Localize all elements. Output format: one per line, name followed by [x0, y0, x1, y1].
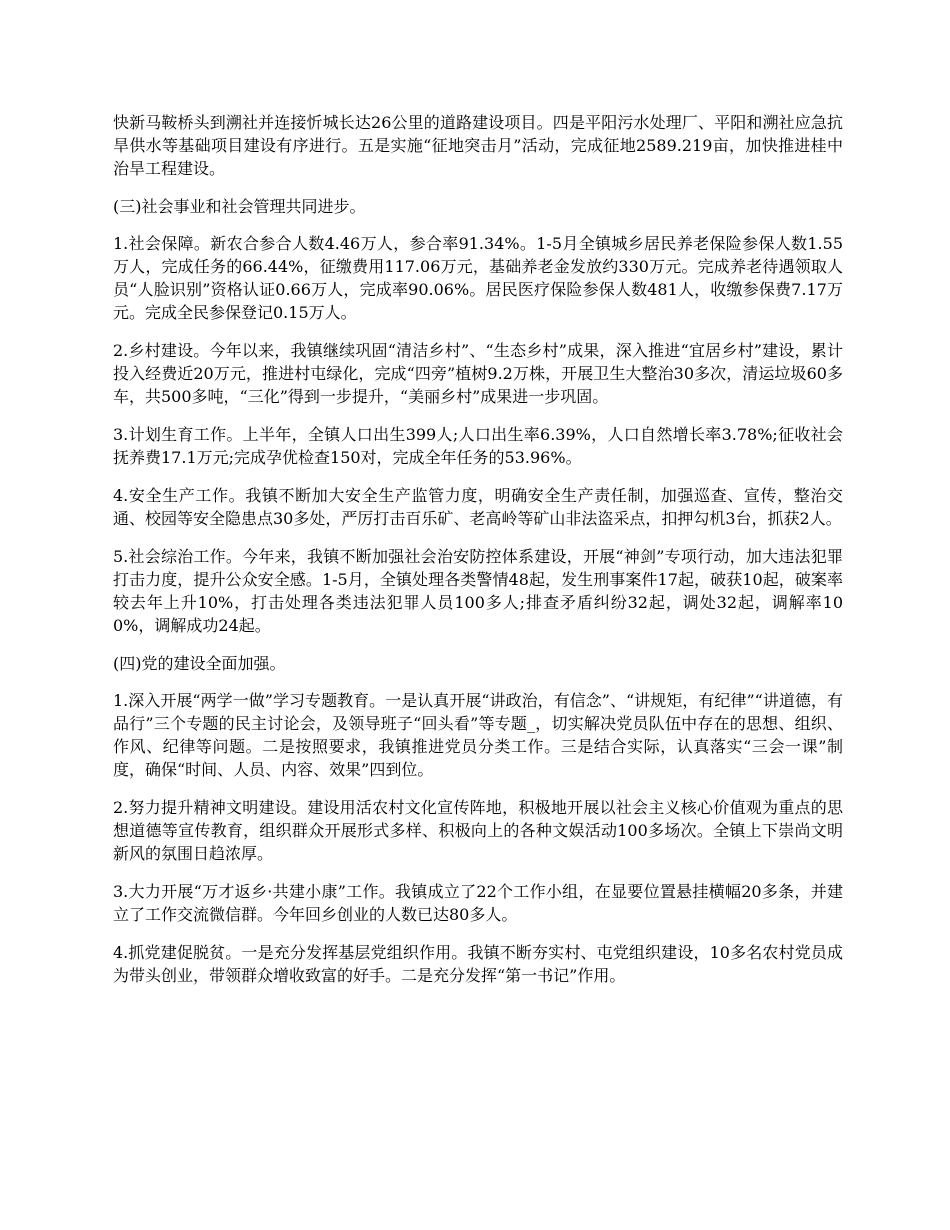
paragraph-family-planning: 3.计划生育工作。上半年，全镇人口出生399人;人口出生率6.39%，人口自然增长率3.78%;征收社会抚养费17.1万元;完成孕优检查150对，完成全年任务的53.96%。: [113, 425, 843, 467]
paragraph-poverty-alleviation: 4.抓党建促脱贫。一是充分发挥基层党组织作用。我镇不断夯实村、屯党组织建设，10多名农村党员成为带头创业，带领群众增收致富的好手。二是充分发挥“第一书记”作用。: [113, 943, 843, 985]
paragraph-social-security: 1.社会保障。新农合参合人数4.46万人，参合率91.34%。1-5月全镇城乡居民养老保险参保人数1.55万人，完成任务的66.44%，征缴费用117.06万元，基础养老金发放约330万元。完成养老待遇领取人员“人脸识别”资格认证0.66万人，完成率90.06%。居民医疗保险参保人数481人，收缴参保费7.17万元。完成全民参保登记0.15万人。: [113, 234, 843, 322]
section-heading-party-building: (四)党的建设全面加强。: [113, 654, 286, 673]
section-heading-social-progress: (三)社会事业和社会管理共同进步。: [113, 197, 366, 216]
paragraph-public-security: 5.社会综治工作。今年来，我镇不断加强社会治安防控体系建设，开展“神剑”专项行动，加大违法犯罪打击力度，提升公众安全感。1-5月，全镇处理各类警情48起，发生刑事案件17起，破获10起，破案率较去年上升10%，打击处理各类违法犯罪人员100多人;排查矛盾纠纷32起，调处32起，调解率100%，调解成功24起。: [113, 547, 843, 635]
paragraph-project-construction: 快新马鞍桥头到溯社并连接忻城长达26公里的道路建设项目。四是平阳污水处理厂、平阳和溯社应急抗旱供水等基础项目建设有序进行。五是实施“征地突击月”活动，完成征地2589.219亩，加快推进桂中治旱工程建设。: [113, 113, 843, 178]
paragraph-study-education: 1.深入开展“两学一做”学习专题教育。一是认真开展“讲政治，有信念”、“讲规矩，有纪律”“讲道德，有品行”三个专题的民主讨论会，及领导班子“回头看”等专题_，切实解决党员队伍中存在的思想、组织、作风、纪律等问题。二是按照要求，我镇推进党员分类工作。三是结合实际，认真落实“三会一课”制度，确保“时间、人员、内容、效果”四到位。: [113, 691, 843, 779]
document-page: [113, 111, 843, 1002]
paragraph-spiritual-civilization: 2.努力提升精神文明建设。建设用活农村文化宣传阵地，积极地开展以社会主义核心价值观为重点的思想道德等宣传教育，组织群众开展形式多样、积极向上的各种文娱活动100多场次。全镇上下崇尚文明新风的氛围日趋浓厚。: [113, 798, 843, 863]
paragraph-rural-construction: 2.乡村建设。今年以来，我镇继续巩固“清洁乡村”、“生态乡村”成果，深入推进“宜居乡村”建设，累计投入经费近20万元，推进村屯绿化，完成“四旁”植树9.2万株，开展卫生大整治30多次，清运垃圾60多车，共500多吨，“三化”得到一步提升，“美丽乡村”成果进一步巩固。: [113, 341, 843, 406]
paragraph-talent-return: 3.大力开展“万才返乡·共建小康”工作。我镇成立了22个工作小组，在显要位置悬挂横幅20多条，并建立了工作交流微信群。今年回乡创业的人数已达80多人。: [113, 882, 843, 924]
paragraph-production-safety: 4.安全生产工作。我镇不断加大安全生产监管力度，明确安全生产责任制，加强巡查、宣传，整治交通、校园等安全隐患点30多处，严厉打击百乐矿、老高岭等矿山非法盗采点，扣押勾机3台，抓获2人。: [113, 486, 843, 528]
